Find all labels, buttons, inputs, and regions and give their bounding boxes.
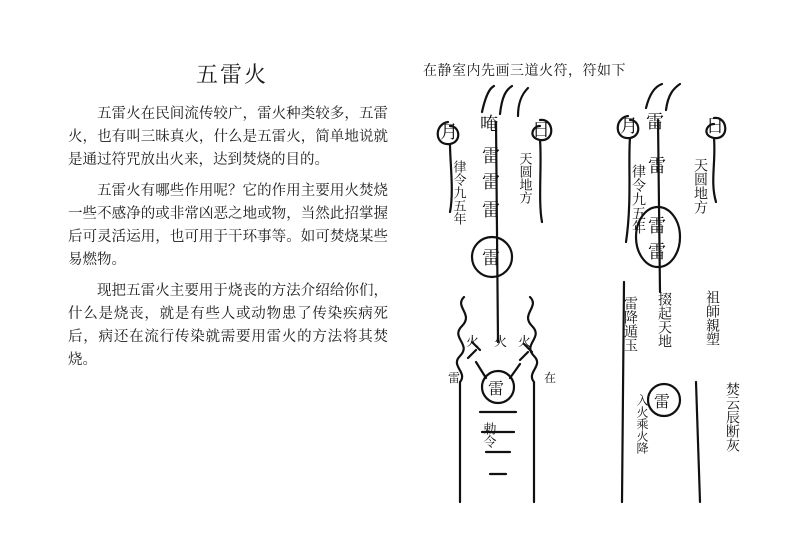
talisman-left-top-char: 唵 bbox=[480, 114, 498, 135]
talisman-right-moon: 月 bbox=[620, 116, 638, 137]
talisman-left-fire-2: 火 bbox=[494, 335, 508, 350]
talisman-right-bottom-left: 入火乘火降 bbox=[635, 394, 649, 454]
article-paragraph-1: 五雷火在民间流传较广，雷火种类较多，五雷火，也有叫三昧真火，什么是五雷火，简单地说就是通过符咒放出火来，达到焚烧的目的。 bbox=[68, 106, 388, 168]
talisman-left-side-note-1: 雷 bbox=[448, 371, 461, 385]
article-paragraph-2: 五雷火有哪些作用呢？它的作用主要用火焚烧一些不感净的或非常凶恶之地或物，当然此招掌握后可灵活运用，也可用于干环事等。如可焚烧某些易燃物。 bbox=[68, 183, 388, 268]
talisman-left-column-char-3: 雷 bbox=[482, 200, 500, 221]
talisman-left-bottom-text: 勅令 bbox=[480, 422, 496, 448]
talisman-left-moon: 月 bbox=[440, 122, 458, 143]
talisman-drawing bbox=[420, 82, 780, 522]
talisman-illustration bbox=[420, 82, 780, 522]
talisman-left-text bbox=[440, 114, 556, 398]
talisman-left-side-note-2: 在 bbox=[544, 371, 557, 385]
talisman-left-vertical-text bbox=[451, 152, 533, 449]
talisman-right-bottom-char: 雷 bbox=[654, 392, 671, 411]
talisman-right-sun: 日 bbox=[706, 116, 724, 137]
article-column bbox=[68, 58, 388, 380]
talisman-right-top-char: 雷 bbox=[646, 112, 664, 133]
talisman-right-column-char-2: 雷 bbox=[648, 216, 666, 237]
talisman-right-vertical-right: 天圆地方 bbox=[692, 158, 708, 214]
talisman-right-column-char-3: 雷 bbox=[648, 242, 666, 263]
talisman-left-center-char: 雷 bbox=[482, 248, 500, 269]
talisman-left-fire-3: 火 bbox=[518, 335, 532, 350]
talisman-left-crown bbox=[482, 86, 528, 116]
talisman-left-vertical-right: 天圆地方 bbox=[516, 152, 532, 204]
talisman-right-crown bbox=[646, 84, 680, 110]
talisman-left-vertical-left: 律令九五年 bbox=[450, 160, 466, 225]
talisman-right-vertical-mid-2: 掇起天地 bbox=[656, 292, 672, 348]
talisman-left-sun: 日 bbox=[532, 120, 550, 141]
talisman-left-wave-right bbox=[528, 297, 537, 502]
talisman-left-column-char-2: 雷 bbox=[482, 172, 500, 193]
talisman-right-column-char-1: 雷 bbox=[648, 156, 666, 177]
talisman-left-wave-left bbox=[457, 297, 466, 502]
article-title: 五雷火 bbox=[195, 63, 268, 88]
talisman-right-vertical-text bbox=[622, 158, 740, 454]
talisman-left-fire-1: 火 bbox=[466, 335, 480, 350]
talisman-right-vertical-left: 律令九五年 bbox=[630, 164, 646, 234]
talisman-left-column-char-1: 雷 bbox=[482, 146, 500, 167]
article-paragraph-3: 现把五雷火主要用于烧丧的方法介绍给你们，什么是烧丧，就是有些人或动物患了传染疾病死后，病还在流行传染就需要用雷火的方法将其焚烧。 bbox=[68, 283, 388, 368]
talisman-caption: 在静室内先画三道火符，符如下 bbox=[423, 63, 626, 79]
talisman-right-bottom-right: 焚云辰断灰 bbox=[724, 382, 740, 452]
talisman-right-vertical-mid-3: 祖師親塑 bbox=[704, 290, 720, 346]
talisman-left-bottom-char: 雷 bbox=[488, 379, 505, 398]
talisman-right-vertical-mid-1: 雷降遁玉 bbox=[622, 296, 638, 352]
